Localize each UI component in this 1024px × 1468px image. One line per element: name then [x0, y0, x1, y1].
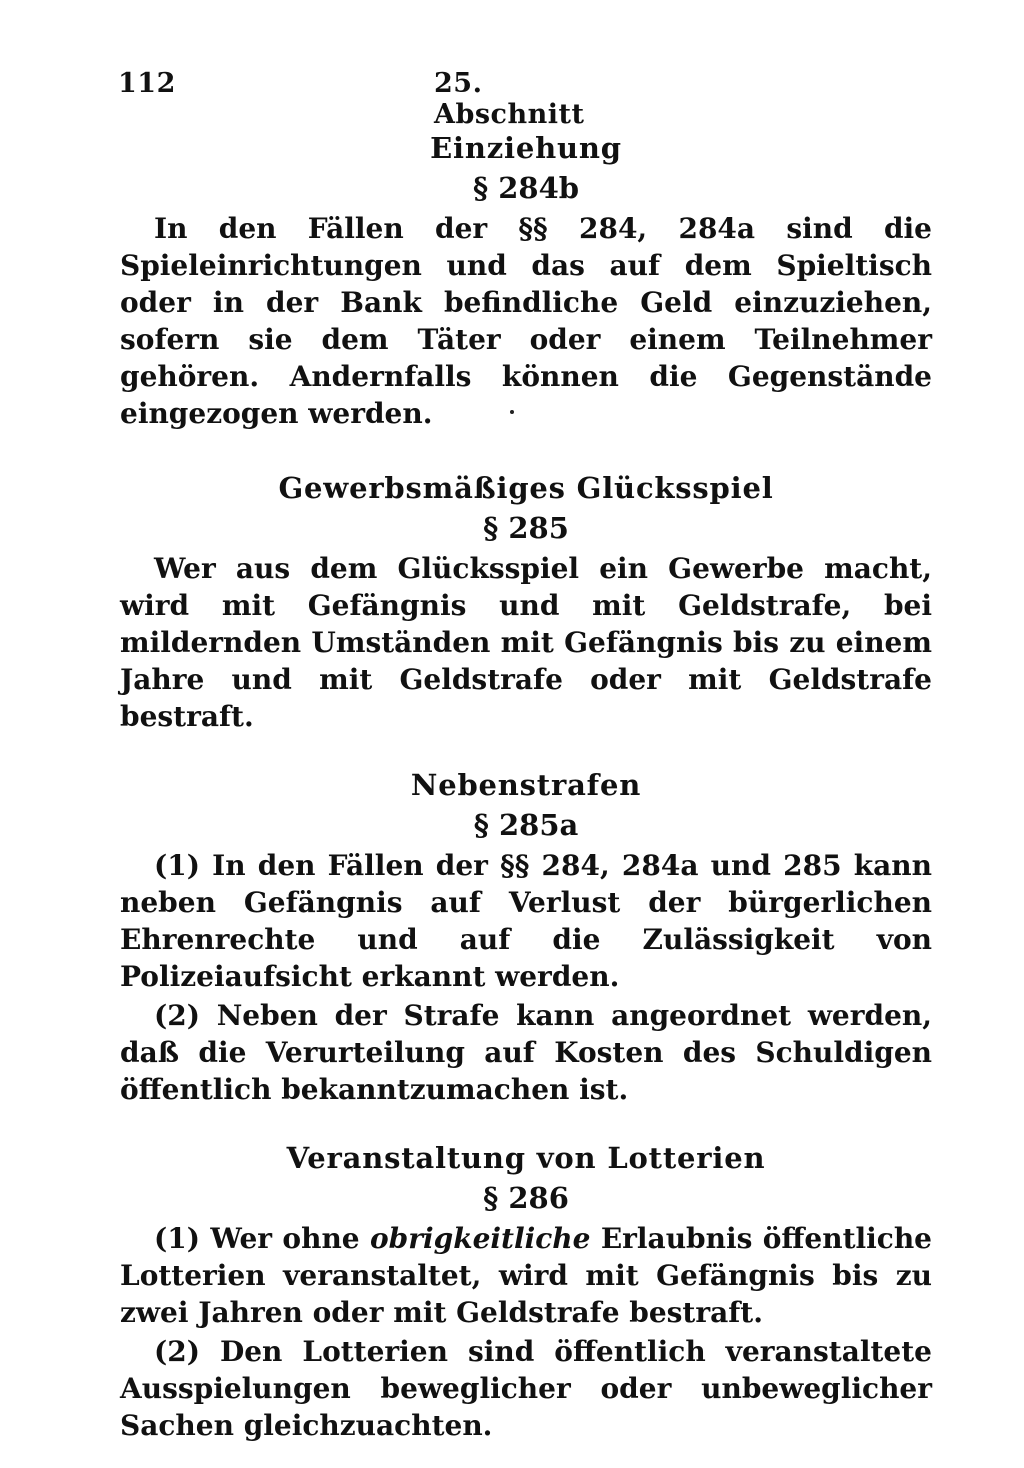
section-title: Veranstaltung von Lotterien — [286, 1141, 766, 1175]
running-head: 25. Abschnitt — [434, 68, 585, 130]
paragraph-text: (2) Den Lotterien sind öffentlich veranstaltete Ausspielungen beweglicher oder unbeweglicher Sachen gleichzuachten. — [120, 1335, 932, 1442]
page-number: 112 — [118, 68, 176, 99]
page-body — [120, 128, 932, 1468]
section-gewerbsmaessiges-gluecksspiel — [120, 468, 932, 735]
paragraph-number: § 285a — [473, 808, 579, 842]
paragraph-text: (1) In den Fällen der §§ 284, 284a und 285 kann neben Gefängnis auf Verlust der bürgerlichen Ehrenrechte und auf die Zulässigkeit von Polizeiaufsicht erkannt werden. — [120, 849, 932, 993]
emphasized-term: obrigkeitliche — [369, 1222, 591, 1255]
paragraph-number: § 284b — [472, 171, 580, 205]
section-title: Einziehung — [430, 131, 622, 165]
section-nebenstrafen — [120, 765, 932, 1108]
page-header — [118, 68, 618, 130]
paragraph-text: (2) Neben der Strafe kann angeordnet werden, daß die Verurteilung auf Kosten des Schuldigen öffentlich bekanntzumachen ist. — [120, 999, 932, 1106]
section-title: Gewerbsmäßiges Glücksspiel — [278, 471, 774, 505]
section-einziehung — [120, 128, 932, 432]
paragraph-text: Wer aus dem Glücksspiel ein Gewerbe macht, wird mit Gefängnis und mit Geldstrafe, bei mildernden Umständen mit Gefängnis bis zu einem Jahre und mit Geldstrafe oder mit Geldstrafe bestraft. — [120, 552, 932, 733]
paragraph-text: In den Fällen der §§ 284, 284a sind die Spieleinrichtungen und das auf dem Spieltisch oder in der Bank befindliche Geld einzuziehen, sofern sie dem Täter oder einem Teilnehmer gehören. Andernfalls können die Gegenstände eingezogen werden. — [120, 212, 932, 430]
paragraph-text: (1) Wer ohne obrigkeitliche Erlaubnis öffentliche Lotterien veranstaltet, wird mit Gefängnis bis zu zwei Jahren oder mit Geldstrafe bestraft. — [120, 1222, 932, 1329]
section-title: Nebenstrafen — [410, 768, 642, 802]
section-veranstaltung-von-lotterien — [120, 1138, 932, 1444]
paragraph-number: § 286 — [483, 1181, 569, 1215]
paragraph-number: § 285 — [483, 511, 569, 545]
